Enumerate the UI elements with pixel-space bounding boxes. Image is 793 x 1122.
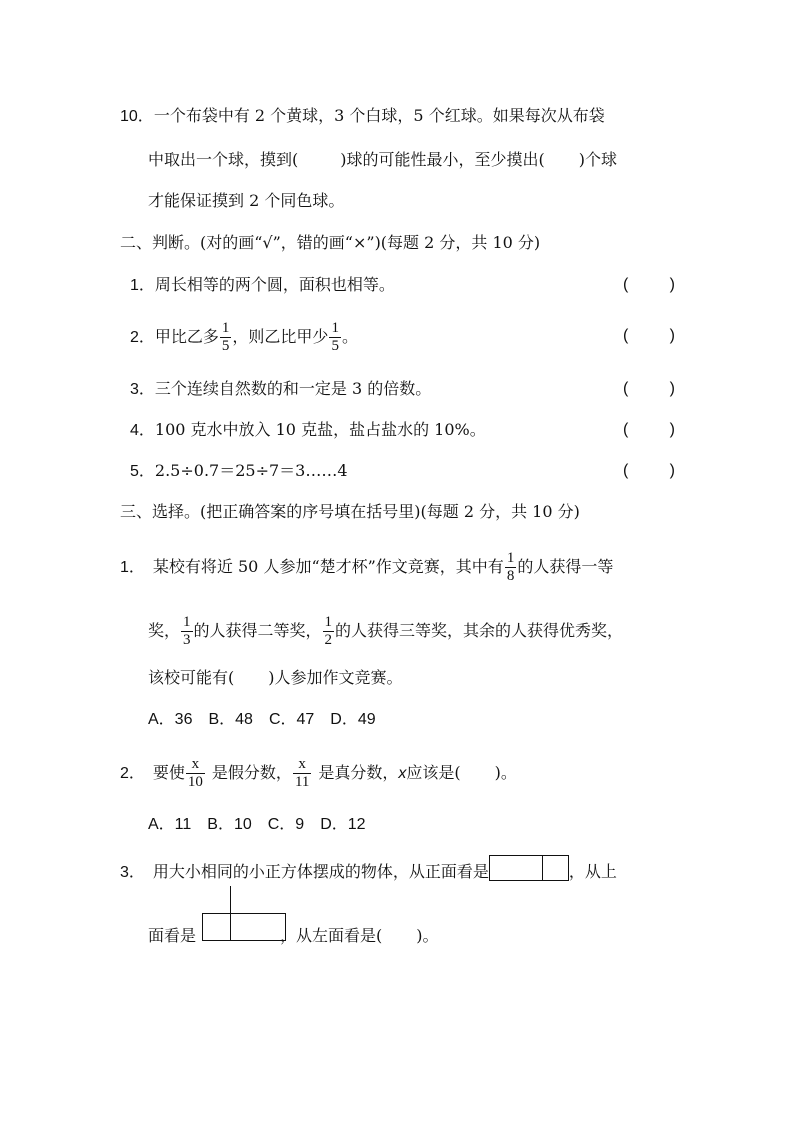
item-text-b: ，则乙比甲少 bbox=[232, 327, 329, 346]
item-text: 100 克水中放入 10 克盐，盐占盐水的 10%。 bbox=[154, 420, 486, 439]
item-text-c: 。 bbox=[341, 327, 358, 346]
item-text: 三个连续自然数的和一定是 3 的倍数。 bbox=[154, 379, 432, 398]
variable-x: x bbox=[398, 765, 407, 782]
judge-item-1 bbox=[130, 273, 395, 298]
fraction: $\frac{1}{5}$ bbox=[331, 320, 339, 354]
judge-item-2 bbox=[130, 320, 358, 355]
q1-options: A．36 B．48 C．47 D．49 bbox=[148, 711, 376, 728]
item-text-a: 甲比乙多 bbox=[154, 327, 219, 346]
q10-text-line-3: 才能保证摸到 2 个同色球。 bbox=[148, 191, 345, 210]
q2-text-b: 是假分数， bbox=[211, 763, 292, 782]
choice-q2 bbox=[120, 756, 517, 791]
fraction: $\frac{x}{11}$ bbox=[294, 756, 310, 790]
judge-item-5 bbox=[130, 459, 348, 484]
answer-paren[interactable]: ( ) bbox=[623, 327, 675, 344]
q1-text-g: )人参加作文竞赛。 bbox=[268, 668, 403, 687]
q10-number: 10． bbox=[120, 108, 154, 125]
q3-text-d: ，从左面看是( bbox=[280, 926, 383, 945]
q2-text-e: )。 bbox=[494, 763, 517, 782]
q2-options: A．11 B．10 C．9 D．12 bbox=[148, 816, 366, 833]
q10-line-2 bbox=[148, 148, 617, 172]
fraction: $\frac{1}{8}$ bbox=[506, 550, 515, 584]
answer-paren[interactable]: ( ) bbox=[623, 462, 675, 479]
q3-text-b: ，从上 bbox=[568, 862, 617, 881]
section2-title: 二、判断。(对的画“√”，错的画“×”)(每题 2 分，共 10 分) bbox=[120, 233, 541, 252]
item-text: 周长相等的两个圆，面积也相等。 bbox=[154, 275, 395, 294]
q1-text-c: 奖， bbox=[148, 621, 181, 640]
item-number: 3． bbox=[130, 381, 155, 398]
item-number: 5． bbox=[130, 463, 155, 480]
q10-text-b: )球的可能性最小，至少摸出( bbox=[340, 150, 545, 169]
choice-q3-line-2 bbox=[148, 924, 439, 948]
front-view-figure bbox=[489, 855, 569, 881]
fraction: $\frac{x}{10}$ bbox=[187, 756, 203, 790]
choice-q1-line-3 bbox=[148, 666, 403, 690]
q1-text-a: 某校有将近 50 人参加“楚才杯”作文竞赛，其中有 bbox=[152, 557, 504, 576]
choice-q3-line-1 bbox=[120, 860, 617, 885]
q10-line-1 bbox=[120, 104, 605, 129]
q10-line-3 bbox=[148, 189, 344, 213]
fraction: $\frac{1}{5}$ bbox=[221, 320, 230, 354]
fraction: $\frac{1}{2}$ bbox=[324, 614, 333, 648]
fraction: $\frac{1}{3}$ bbox=[183, 614, 191, 648]
item-number: 2． bbox=[130, 329, 155, 346]
item-text: 2.5÷0.7＝25÷7＝3……4 bbox=[154, 461, 348, 480]
q1-text-f: 该校可能有( bbox=[148, 668, 235, 687]
q2-text-d: 应该是( bbox=[406, 763, 461, 782]
q1-text-e: 的人获得三等奖，其余的人获得优秀奖， bbox=[335, 621, 624, 640]
section3-title: 三、选择。(把正确答案的序号填在括号里)(每题 2 分，共 10 分) bbox=[120, 502, 580, 521]
item-number: 4． bbox=[130, 422, 155, 439]
q10-text-c: )个球 bbox=[578, 150, 617, 169]
q3-text-a: 用大小相同的小正方体摆成的物体，从正面看是 bbox=[152, 862, 489, 881]
q1-text-d: 的人获得二等奖， bbox=[193, 621, 322, 640]
q3-text-c: 面看是 bbox=[148, 926, 197, 945]
item-number: 2． bbox=[120, 765, 145, 782]
q2-text-a: 要使 bbox=[152, 763, 185, 782]
q1-text-b: 的人获得一等 bbox=[517, 557, 614, 576]
q2-text-c: 是真分数， bbox=[318, 763, 399, 782]
judge-item-4 bbox=[130, 418, 486, 443]
answer-paren[interactable]: ( ) bbox=[623, 421, 675, 438]
judge-item-3 bbox=[130, 377, 431, 402]
answer-paren[interactable]: ( ) bbox=[623, 380, 675, 397]
choice-q1-line-2 bbox=[148, 614, 623, 649]
answer-paren[interactable]: ( ) bbox=[623, 276, 675, 293]
q3-text-e: )。 bbox=[416, 926, 439, 945]
item-number: 3． bbox=[120, 864, 145, 881]
item-number: 1． bbox=[130, 277, 155, 294]
q10-text-line-1: 一个布袋中有 2 个黄球，3 个白球，5 个红球。如果每次从布袋 bbox=[153, 106, 605, 125]
q10-text-a: 中取出一个球，摸到( bbox=[148, 150, 299, 169]
choice-q1-line-1 bbox=[120, 550, 613, 585]
item-number: 1． bbox=[120, 559, 145, 576]
